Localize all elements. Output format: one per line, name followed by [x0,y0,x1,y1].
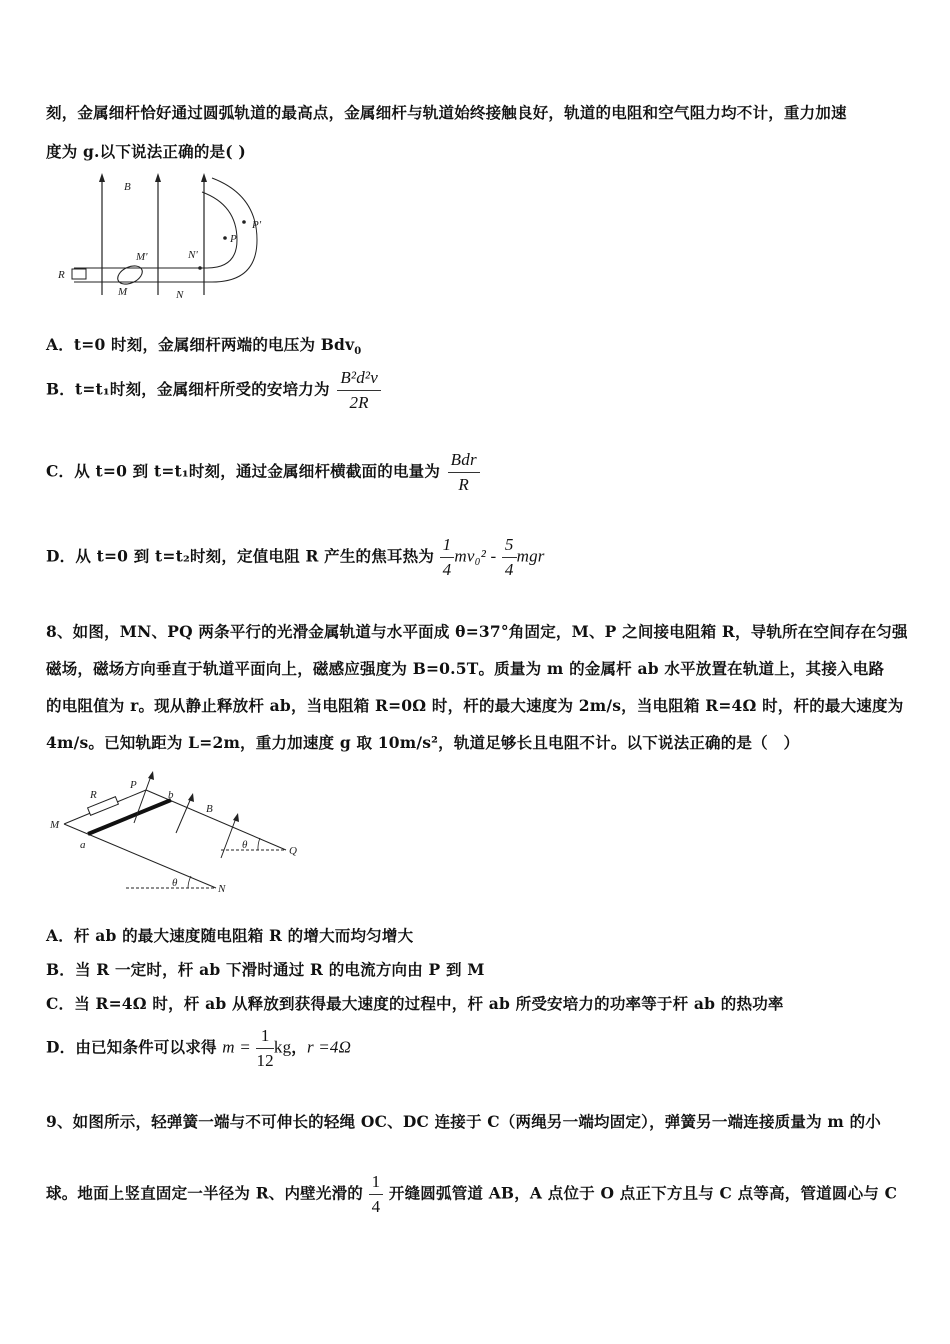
q7-option-c-denominator: R [458,475,470,494]
q7-option-c [46,450,480,495]
q7-option-d-f2-numerator: 5 [502,535,517,558]
q7-stem-line2: 度为 g.以下说法正确的是( ) [46,142,246,161]
q7-label-p-prime: P' [252,219,262,231]
q7-option-d-fraction1 [440,535,455,580]
q9-stem-line1: 9、如图所示，轻弹簧一端与不可伸长的轻绳 OC、DC 连接于 C（两绳另一端均固定），弹簧另一端连接质量为 m 的小 [46,1112,881,1131]
q8-stem-line3: 的电阻值为 r。现从静止释放杆 ab，当电阻箱 R=0Ω 时，杆的最大速度为 2m/s，当电阻箱 R=4Ω 时，杆的最大速度为 [46,696,904,715]
q9-stem-line2-b: 开缝圆弧管道 AB，A 点位于 O 点正下方且与 C 点等高，管道圆心与 C [388,1183,898,1203]
q8-label-theta1: θ [242,839,248,851]
q8-label-b-end: b [168,789,174,801]
q8-label-theta2: θ [172,877,178,889]
q7-option-d-tail: mgr [516,546,545,566]
q8-figure [46,768,306,898]
q8-label-n: N [218,883,226,895]
q9-stem-line2 [46,1172,897,1217]
q7-stem-line1: 刻，金属细杆恰好通过圆弧轨道的最高点，金属细杆与轨道始终接触良好，轨道的电阻和空气阻力均不计，重力加速 [46,103,847,122]
q8-label-a: a [80,839,86,851]
q7-option-d-f1-denominator: 4 [442,560,452,579]
q7-option-d [46,535,545,580]
q9-fraction-denominator: 4 [371,1197,381,1216]
q8-stem-line1: 8、如图，MN、PQ 两条平行的光滑金属轨道与水平面成 θ=37°角固定，M、P 之间接电阻箱 R，导轨所在空间存在匀强 [46,622,908,641]
q8-option-a: A．杆 ab 的最大速度随电阻箱 R 的增大而均匀增大 [46,926,414,945]
q8-option-d-unit: kg [273,1037,292,1057]
q7-option-a-sub: 0 [354,346,362,358]
q7-option-b-text: B．t=t₁时刻，金属细杆所受的安培力为 [46,379,330,399]
q7-label-m-prime: M' [136,251,148,263]
q7-option-d-fraction2 [502,535,517,580]
q8-option-d-separator: ， [291,1037,307,1057]
q8-label-b-field: B [206,803,213,815]
q9-fraction-numerator: 1 [369,1172,384,1195]
q8-option-d-numerator: 1 [256,1026,273,1049]
q7-option-c-fraction [448,450,480,495]
q8-option-d-fraction [256,1026,273,1071]
q8-stem-line4: 4m/s。已知轨距为 L=2m，重力加速度 g 取 10m/s²，轨道足够长且电阻不计。以下说法正确的是（ ） [46,733,800,752]
q7-option-b-fraction [337,368,381,413]
q7-label-r: R [58,269,65,281]
q9-fraction [369,1172,384,1217]
q8-option-d-denominator: 12 [256,1051,274,1070]
q7-label-m: M [118,286,128,298]
q8-label-p: P [130,779,137,791]
q7-option-d-text: D．从 t=0 到 t=t₂时刻，定值电阻 R 产生的焦耳热为 [46,546,435,566]
q8-label-m: M [50,819,60,831]
q7-option-b-denominator: 2R [349,393,369,412]
q8-option-d [46,1026,351,1071]
q7-option-c-text: C．从 t=0 到 t=t₁时刻，通过金属细杆横截面的电量为 [46,461,441,481]
q8-option-b: B．当 R 一定时，杆 ab 下滑时通过 R 的电流方向由 P 到 M [46,960,485,979]
q8-option-c: C．当 R=4Ω 时，杆 ab 从释放到获得最大速度的过程中，杆 ab 所受安培力的功率等于杆 ab 的热功率 [46,994,784,1013]
q7-label-n-prime: N' [188,249,198,261]
q7-label-b: B [124,181,131,193]
q8-option-d-r: r =4Ω [307,1037,352,1057]
q7-option-a-text: A．t=0 时刻，金属细杆两端的电压为 Bdv [46,335,355,354]
q8-label-q: Q [289,845,297,857]
q7-option-d-f1-numerator: 1 [440,535,455,558]
q7-option-a [46,333,361,357]
q7-option-d-middle: mv₀² - [454,546,497,566]
q7-label-n: N [176,289,184,301]
q9-stem-line2-a: 球。地面上竖直固定一半径为 R、内壁光滑的 [46,1183,363,1203]
q7-option-b-numerator: B²d²v [337,368,381,391]
q8-stem-line2: 磁场，磁场方向垂直于轨道平面向上，磁感应强度为 B=0.5T。质量为 m 的金属杆 ab 水平放置在轨道上，其接入电路 [46,659,885,678]
q7-figure [52,170,282,305]
q8-label-r: R [90,789,97,801]
q8-option-d-text: D．由已知条件可以求得 [46,1037,217,1057]
q7-option-b [46,368,381,413]
q7-option-c-numerator: Bdr [448,450,480,473]
q8-option-d-m: m = [222,1037,251,1057]
q7-option-d-f2-denominator: 4 [504,560,514,579]
q7-label-p: P [230,233,237,245]
